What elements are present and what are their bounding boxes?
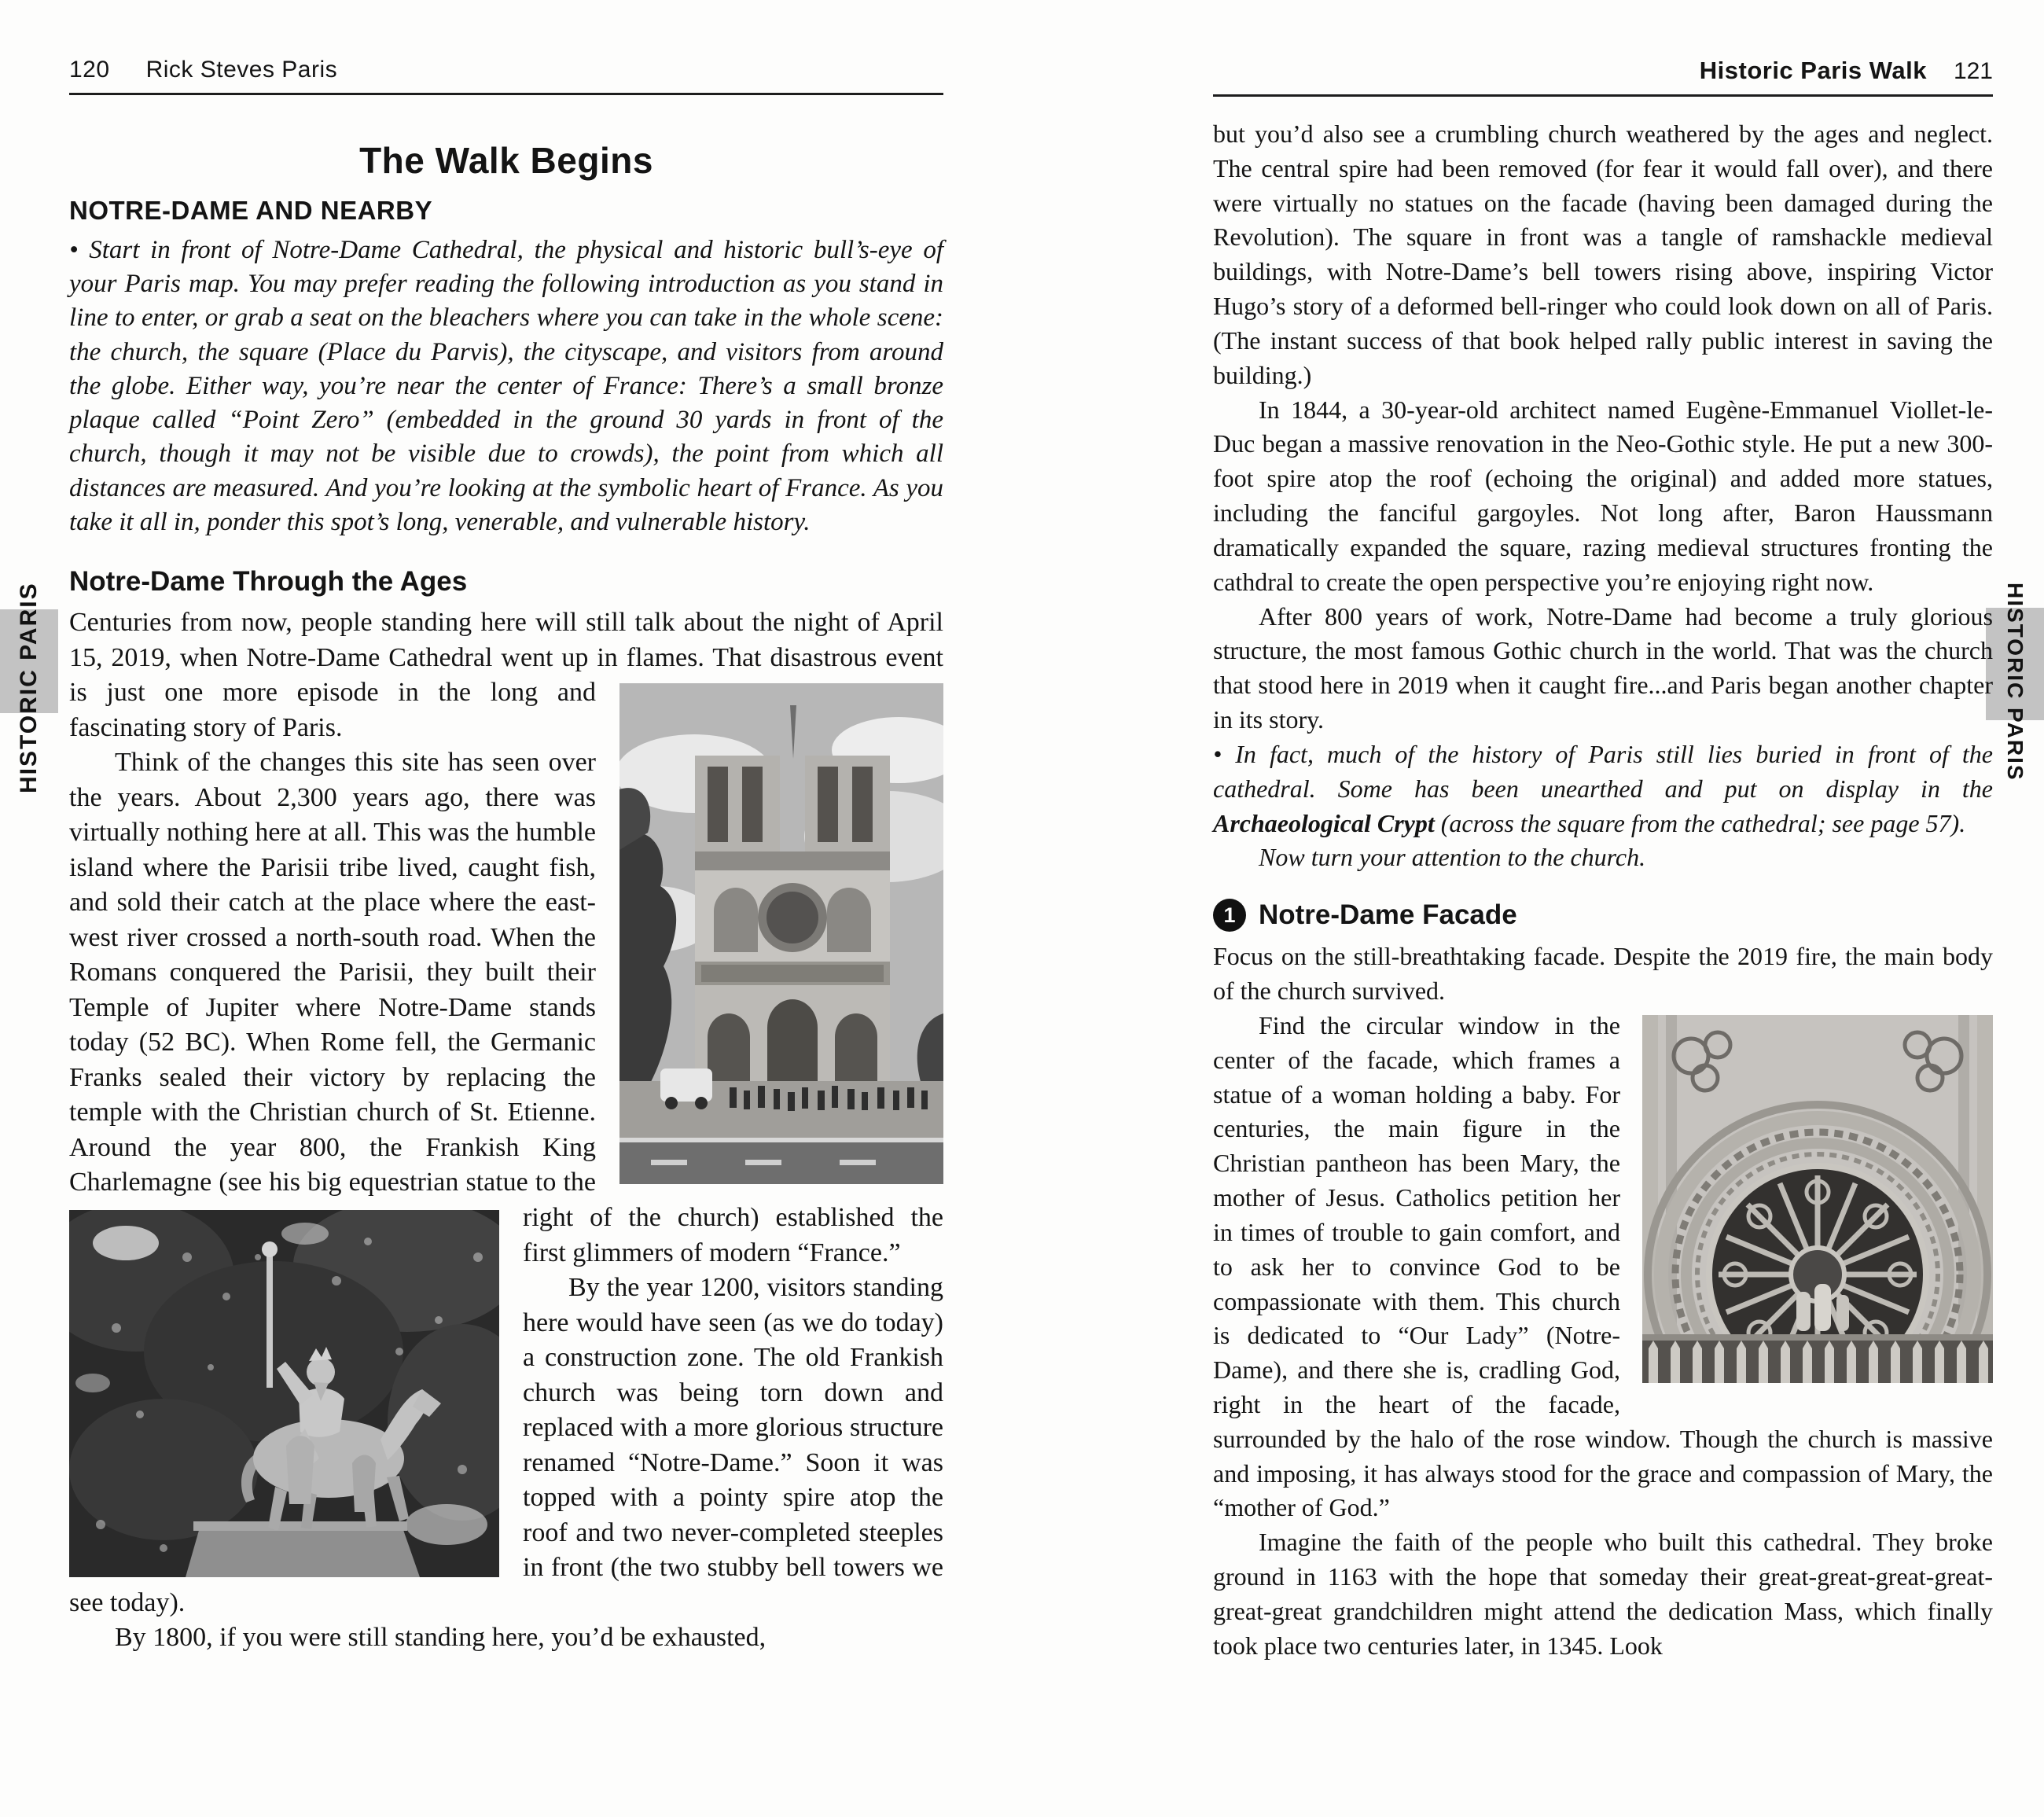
paragraph-1844: In 1844, a 30-year-old architect named Eugène-Emmanuel Viollet-le-Duc began a massive renovation in the Neo-Gothic style. He put a new 300-foot spire atop the roof (echoing the original) and added more statues, including the fanciful gargoyles. Not long after, Baron Haussmann dramatically expanded the square, razing medieval structures fronting the cathdral to create the open perspective you’re enjoying right now. xyxy=(1213,395,1993,596)
paragraph-focus-facade: Focus on the still-breathtaking facade. Despite the 2019 fire, the main body of the church survived. xyxy=(1213,942,1993,1006)
text-run: flames. That disastrous event is just one more episode in the long and fascinating story of Paris. xyxy=(69,642,944,742)
paragraph-fire xyxy=(69,605,943,745)
text-run: right of the church) established the first glimmers of modern “France.” xyxy=(523,1203,943,1267)
right-chapter-tab: HISTORIC PARIS xyxy=(2003,582,2027,782)
paragraph-rose-window xyxy=(1213,1009,1993,1525)
charlemagne-statue-photo xyxy=(69,1210,499,1577)
text-run: there she is, cradling God, right in the heart of the facade, surrounded by the halo of the rose window. Though the church is massive and imposing, it has always stood for the grace and compassion of Mary, the “mother of God.” xyxy=(1213,1355,1993,1522)
paragraph-year-1200: By the year 1200, visitors standing here would have seen (as we do today) a construction zone. The old Frankish church was being torn down and replaced with a more glorious structure renamed “Notre-Dame.” Soon it was topped with a pointy spire atop the roof and two never-completed steeples in front (the two stubby bell towers we see today). xyxy=(69,1273,943,1617)
note-archaeological-crypt xyxy=(1213,737,1993,840)
section-heading-notre-dame-and-nearby: NOTRE-DAME AND NEARBY xyxy=(69,196,433,225)
text-run: Centuries from now, people standing here will still talk about the night of April 15, 2019, when Notre-Dame Cathedral went up in xyxy=(69,607,943,672)
facade-heading-label: Notre-Dame Facade xyxy=(1259,899,1517,931)
left-page-runner xyxy=(69,57,943,95)
left-page-number: 120 xyxy=(69,57,110,83)
paragraph-800-years: After 800 years of work, Notre-Dame had become a truly glorious structure, the most famous Gothic church in the world. That was the church that stood here in 2019 when it caught fire...and Paris began another chapter in its story. xyxy=(1213,601,1993,734)
text-run: Think of the changes this site has seen over the years. About 2,300 years ago, there was virtually nothing here at all. This was the humble island where the Parisii tribe lived, caught fish, and sold their catch at the place where the east-west river crossed a north-south road. When the Romans conquered the Parisii, they built their Temple of Jupiter where Notre-Dame stands today (52 BC). When Rome fell, the Germanic Franks sealed their victory by replacing the temple with the Christian church of St. Etienne. Around the year 800, the Frankish King Charlemagne (see his big equestrian statue to the xyxy=(69,748,596,1197)
left-chapter-tab: HISTORIC PARIS xyxy=(16,582,42,794)
right-page-runner xyxy=(1213,57,1993,97)
notre-dame-facade-photo xyxy=(619,683,943,1184)
right-page xyxy=(1213,57,1993,1664)
facade-section-heading xyxy=(1213,899,1993,932)
text-run: • In fact, much of the history of Paris still lies buried in front of the cathedral. Some has been unearthed and put on display in the xyxy=(1213,739,1993,803)
paragraph-crumbling-church: but you’d also see a crumbling church weathered by the ages and neglect. The central spire had been removed (for fear it would fall over), and there were virtually no statues on the facade (having been damaged during the Revolution). The square in front was a tangle of ramshackle medieval buildings, with Notre-Dame’s bell towers rising above, inspiring Victor Hugo’s story of a deformed bell-ringer who could look down on all of Paris. (The instant success of that book helped rally public interest in saving the building.) xyxy=(1213,120,1993,389)
left-page xyxy=(69,57,943,1656)
subsection-heading-through-the-ages: Notre-Dame Through the Ages xyxy=(69,565,468,597)
right-page-number: 121 xyxy=(1953,58,1993,84)
walk-title: The Walk Begins xyxy=(359,140,653,181)
left-runner-title: Rick Steves Paris xyxy=(145,57,338,83)
crypt-bold-label: Archaeological Crypt xyxy=(1213,808,1435,837)
stop-number: 1 xyxy=(1223,903,1236,927)
note-turn-attention: Now turn your attention to the church. xyxy=(1259,843,1646,872)
text-run: (across the square from the cathedral; see page 57). xyxy=(1434,808,1966,837)
paragraph-imagine-faith: Imagine the faith of the people who built this cathedral. They broke ground in 1163 with the hope that someday their great-great-great-great-great-great grandchildren might attend the dedication Mass, which finally took place two centuries later, in 1345. Look xyxy=(1213,1528,1993,1660)
numbered-stop-1-icon xyxy=(1213,899,1246,932)
right-runner-title: Historic Paris Walk xyxy=(1699,57,1927,84)
paragraph-by-1800: By 1800, if you were still standing here, you’d be exhausted, xyxy=(115,1623,766,1653)
text-run: Find the circular window in the center of the facade, which frames a statue of a woman holding a baby. For centuries, the main figure in the Christian pantheon has been Mary, the mother of Jesus. Catholics petition her in times of trouble to gain comfort, and to ask her to convince God to be compassionate with them. This church is dedicated to “Our Lady” (Notre-Dame), and xyxy=(1213,1010,1620,1385)
intro-directions: • Start in front of Notre-Dame Cathedral, the physical and historic bull’s-eye of your Paris map. You may prefer reading the following introduction as you stand in line to enter, or grab a seat on the bleachers where you can take in the whole scene: the church, the square (Place du Parvis), the cityscape, and visitors from around the globe. Either way, you’re near the center of France: There’s a small bronze plaque called “Point Zero” (embedded in the ground 30 yards in front of the church, though it may not be visible due to crowds), the point from which all distances are measured. And you’re looking at the symbolic heart of France. As you take it all in, ponder this spot’s long, venerable, and vulnerable history. xyxy=(69,236,943,536)
rose-window-photo xyxy=(1642,1015,1993,1383)
